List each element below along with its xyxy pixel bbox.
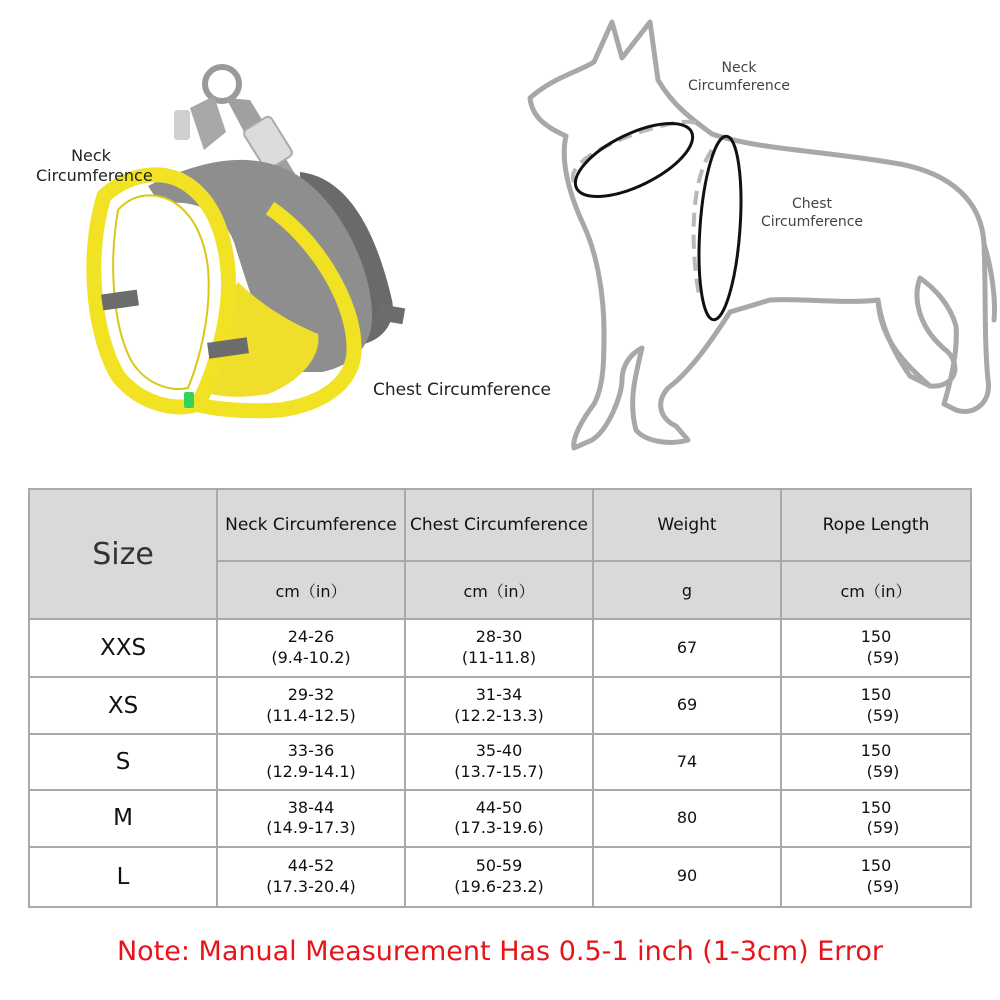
chest-cell: 31-34 (12.2-13.3) [405, 677, 593, 733]
size-chart-table [28, 488, 972, 908]
chest-cell: 50-59 (19.6-23.2) [405, 847, 593, 907]
dog-neck-label: Neck Circumference [687, 60, 791, 94]
measurement-error-note: Note: Manual Measurement Has 0.5-1 inch (1-3cm) Error [116, 936, 884, 967]
neck-cell: 44-52 (17.3-20.4) [217, 847, 405, 907]
rope-cell: 150 (59) [781, 790, 971, 846]
weight-unit: g [593, 561, 781, 619]
weight-cell: 69 [593, 677, 781, 733]
table-row [29, 677, 971, 733]
neck-header: Neck Circumference [217, 489, 405, 561]
table-row [29, 790, 971, 846]
harness-chest-label: Chest Circumference [372, 380, 552, 400]
table-row [29, 847, 971, 907]
size-cell: XS [29, 677, 217, 733]
neck-cell: 38-44 (14.9-17.3) [217, 790, 405, 846]
weight-cell: 67 [593, 619, 781, 677]
rope-length-header: Rope Length [781, 489, 971, 561]
rope-cell: 150 (59) [781, 734, 971, 790]
neck-cell: 33-36 (12.9-14.1) [217, 734, 405, 790]
chest-cell: 44-50 (17.3-19.6) [405, 790, 593, 846]
weight-header: Weight [593, 489, 781, 561]
size-header: Size [29, 489, 217, 619]
dog-chest-label: Chest Circumference [760, 196, 864, 230]
weight-cell: 90 [593, 847, 781, 907]
rope-cell: 150 (59) [781, 847, 971, 907]
chest-cell: 28-30 (11-11.8) [405, 619, 593, 677]
chest-cell: 35-40 (13.7-15.7) [405, 734, 593, 790]
size-cell: S [29, 734, 217, 790]
neck-cell: 29-32 (11.4-12.5) [217, 677, 405, 733]
table-row [29, 619, 971, 677]
rope-cell: 150 (59) [781, 619, 971, 677]
weight-cell: 74 [593, 734, 781, 790]
chest-header: Chest Circumference [405, 489, 593, 561]
harness-neck-label: Neck Circumference [36, 146, 153, 185]
chest-unit: cm（in） [405, 561, 593, 619]
rope-cell: 150 (59) [781, 677, 971, 733]
rope-length-unit: cm（in） [781, 561, 971, 619]
dog-chest-measure [694, 135, 747, 321]
neck-unit: cm（in） [217, 561, 405, 619]
dog-neck-measure [565, 109, 703, 212]
size-cell: L [29, 847, 217, 907]
weight-cell: 80 [593, 790, 781, 846]
size-cell: M [29, 790, 217, 846]
harness-image [94, 67, 405, 411]
size-cell: XXS [29, 619, 217, 677]
neck-cell: 24-26 (9.4-10.2) [217, 619, 405, 677]
table-row [29, 734, 971, 790]
